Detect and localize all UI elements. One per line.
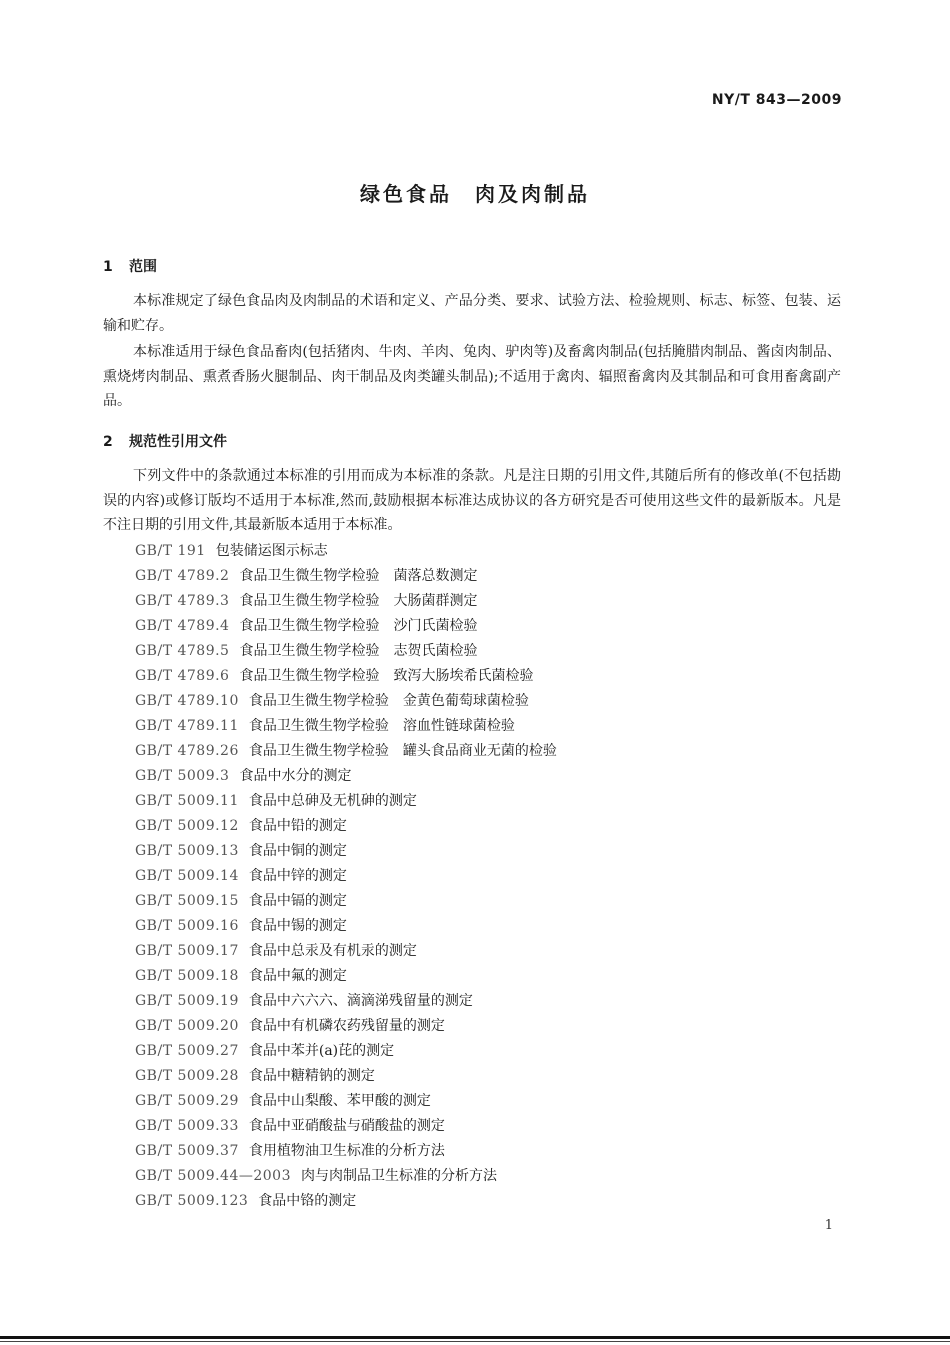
reference-title: 食品卫生微生物学检验 大肠菌群测定 bbox=[239, 593, 478, 609]
reference-item bbox=[135, 964, 557, 989]
reference-title: 食品中锌的测定 bbox=[248, 868, 347, 884]
reference-code: GB/T 5009.20 bbox=[135, 1018, 239, 1034]
reference-code: GB/T 5009.13 bbox=[135, 843, 239, 859]
reference-code: GB/T 4789.6 bbox=[135, 668, 230, 684]
reference-title: 食品中铬的测定 bbox=[258, 1193, 357, 1209]
scan-edge-line bbox=[0, 1336, 950, 1339]
reference-item bbox=[135, 1089, 557, 1114]
reference-code: GB/T 5009.123 bbox=[135, 1193, 249, 1209]
reference-code: GB/T 5009.12 bbox=[135, 818, 239, 834]
reference-title: 食品中有机磷农药残留量的测定 bbox=[248, 1018, 445, 1034]
section-title: 范围 bbox=[129, 259, 157, 275]
reference-item bbox=[135, 1114, 557, 1139]
reference-item bbox=[135, 989, 557, 1014]
reference-code: GB/T 5009.15 bbox=[135, 893, 239, 909]
reference-title: 食品中亚硝酸盐与硝酸盐的测定 bbox=[248, 1118, 445, 1134]
reference-title: 食品卫生微生物学检验 菌落总数测定 bbox=[239, 568, 478, 584]
reference-title: 食品卫生微生物学检验 溶血性链球菌检验 bbox=[248, 718, 515, 734]
reference-item bbox=[135, 1064, 557, 1089]
section-number: 2 bbox=[103, 434, 113, 450]
scope-paragraph-2: 本标准适用于绿色食品畜肉(包括猪肉、牛肉、羊肉、兔肉、驴肉等)及畜禽肉制品(包括腌腊肉制品、酱卤肉制品、熏烧烤肉制品、熏煮香肠火腿制品、肉干制品及肉类罐头制品);不适用于禽肉、辐照畜禽肉及其制品和可食用畜禽副产品。 bbox=[103, 344, 841, 409]
reference-title: 食品中铅的测定 bbox=[248, 818, 347, 834]
reference-code: GB/T 4789.11 bbox=[135, 718, 239, 734]
section-title: 规范性引用文件 bbox=[129, 434, 227, 450]
reference-item bbox=[135, 789, 557, 814]
reference-item bbox=[135, 914, 557, 939]
reference-title: 食品中苯并(a)芘的测定 bbox=[248, 1043, 395, 1059]
document-title: 绿色食品 肉及肉制品 bbox=[360, 182, 590, 206]
reference-item bbox=[135, 564, 557, 589]
reference-code: GB/T 5009.29 bbox=[135, 1093, 239, 1109]
reference-code: GB/T 4789.26 bbox=[135, 743, 239, 759]
reference-title: 食品卫生微生物学检验 沙门氏菌检验 bbox=[239, 618, 478, 634]
reference-title: 包装储运图示标志 bbox=[215, 543, 328, 559]
reference-title: 肉与肉制品卫生标准的分析方法 bbox=[301, 1168, 497, 1184]
reference-item bbox=[135, 1039, 557, 1064]
reference-code: GB/T 5009.3 bbox=[135, 768, 230, 784]
reference-code: GB/T 4789.3 bbox=[135, 593, 230, 609]
reference-item bbox=[135, 939, 557, 964]
reference-code: GB/T 5009.11 bbox=[135, 793, 239, 809]
reference-code: GB/T 5009.27 bbox=[135, 1043, 239, 1059]
reference-item bbox=[135, 714, 557, 739]
reference-code: GB/T 5009.37 bbox=[135, 1143, 239, 1159]
reference-item bbox=[135, 889, 557, 914]
reference-title: 食品中镉的测定 bbox=[248, 893, 347, 909]
reference-title: 食品中锡的测定 bbox=[248, 918, 347, 934]
reference-code: GB/T 5009.28 bbox=[135, 1068, 239, 1084]
reference-item bbox=[135, 639, 557, 664]
reference-code: GB/T 4789.4 bbox=[135, 618, 230, 634]
reference-item bbox=[135, 864, 557, 889]
reference-code: GB/T 5009.18 bbox=[135, 968, 239, 984]
reference-code: GB/T 5009.44—2003 bbox=[135, 1168, 291, 1184]
page-number: 1 bbox=[824, 1218, 833, 1233]
reference-item bbox=[135, 664, 557, 689]
reference-title: 食品中水分的测定 bbox=[239, 768, 352, 784]
scope-paragraph-1: 本标准规定了绿色食品肉及肉制品的术语和定义、产品分类、要求、试验方法、检验规则、标志、标签、包装、运输和贮存。 bbox=[103, 293, 841, 334]
reference-code: GB/T 5009.33 bbox=[135, 1118, 239, 1134]
reference-item bbox=[135, 539, 557, 564]
reference-item bbox=[135, 839, 557, 864]
reference-code: GB/T 5009.17 bbox=[135, 943, 239, 959]
reference-code: GB/T 4789.10 bbox=[135, 693, 239, 709]
reference-title: 食品卫生微生物学检验 致泻大肠埃希氏菌检验 bbox=[239, 668, 534, 684]
reference-code: GB/T 4789.2 bbox=[135, 568, 230, 584]
reference-item bbox=[135, 1164, 557, 1189]
reference-title: 食品中总砷及无机砷的测定 bbox=[248, 793, 417, 809]
reference-item bbox=[135, 614, 557, 639]
reference-code: GB/T 5009.16 bbox=[135, 918, 239, 934]
reference-title: 食品中六六六、滴滴涕残留量的测定 bbox=[248, 993, 473, 1009]
references-intro-paragraph: 下列文件中的条款通过本标准的引用而成为本标准的条款。凡是注日期的引用文件,其随后所有的修改单(不包括勘误的内容)或修订版均不适用于本标准,然而,鼓励根据本标准达成协议的各方研究是否可使用这些文件的最新版本。凡是不注日期的引用文件,其最新版本适用于本标准。 bbox=[103, 468, 841, 533]
reference-title: 食品中总汞及有机汞的测定 bbox=[248, 943, 417, 959]
reference-code: GB/T 191 bbox=[135, 543, 206, 559]
reference-title: 食品中氟的测定 bbox=[248, 968, 347, 984]
reference-list bbox=[135, 539, 557, 1214]
standard-code: NY/T 843—2009 bbox=[711, 92, 842, 108]
reference-code: GB/T 4789.5 bbox=[135, 643, 230, 659]
reference-title: 食用植物油卫生标准的分析方法 bbox=[248, 1143, 445, 1159]
reference-title: 食品卫生微生物学检验 金黄色葡萄球菌检验 bbox=[248, 693, 529, 709]
reference-title: 食品卫生微生物学检验 志贺氏菌检验 bbox=[239, 643, 478, 659]
section-heading-scope bbox=[103, 256, 157, 276]
reference-item bbox=[135, 589, 557, 614]
reference-title: 食品中山梨酸、苯甲酸的测定 bbox=[248, 1093, 431, 1109]
reference-code: GB/T 5009.14 bbox=[135, 868, 239, 884]
reference-item bbox=[135, 764, 557, 789]
reference-item bbox=[135, 689, 557, 714]
reference-title: 食品卫生微生物学检验 罐头食品商业无菌的检验 bbox=[248, 743, 557, 759]
section-heading-normative-references bbox=[103, 431, 227, 451]
reference-item bbox=[135, 1139, 557, 1164]
scan-edge-line bbox=[0, 1341, 950, 1342]
section-number: 1 bbox=[103, 259, 113, 275]
reference-title: 食品中铜的测定 bbox=[248, 843, 347, 859]
reference-title: 食品中糖精钠的测定 bbox=[248, 1068, 375, 1084]
reference-code: GB/T 5009.19 bbox=[135, 993, 239, 1009]
reference-item bbox=[135, 739, 557, 764]
reference-item bbox=[135, 814, 557, 839]
reference-item bbox=[135, 1189, 557, 1214]
reference-item bbox=[135, 1014, 557, 1039]
